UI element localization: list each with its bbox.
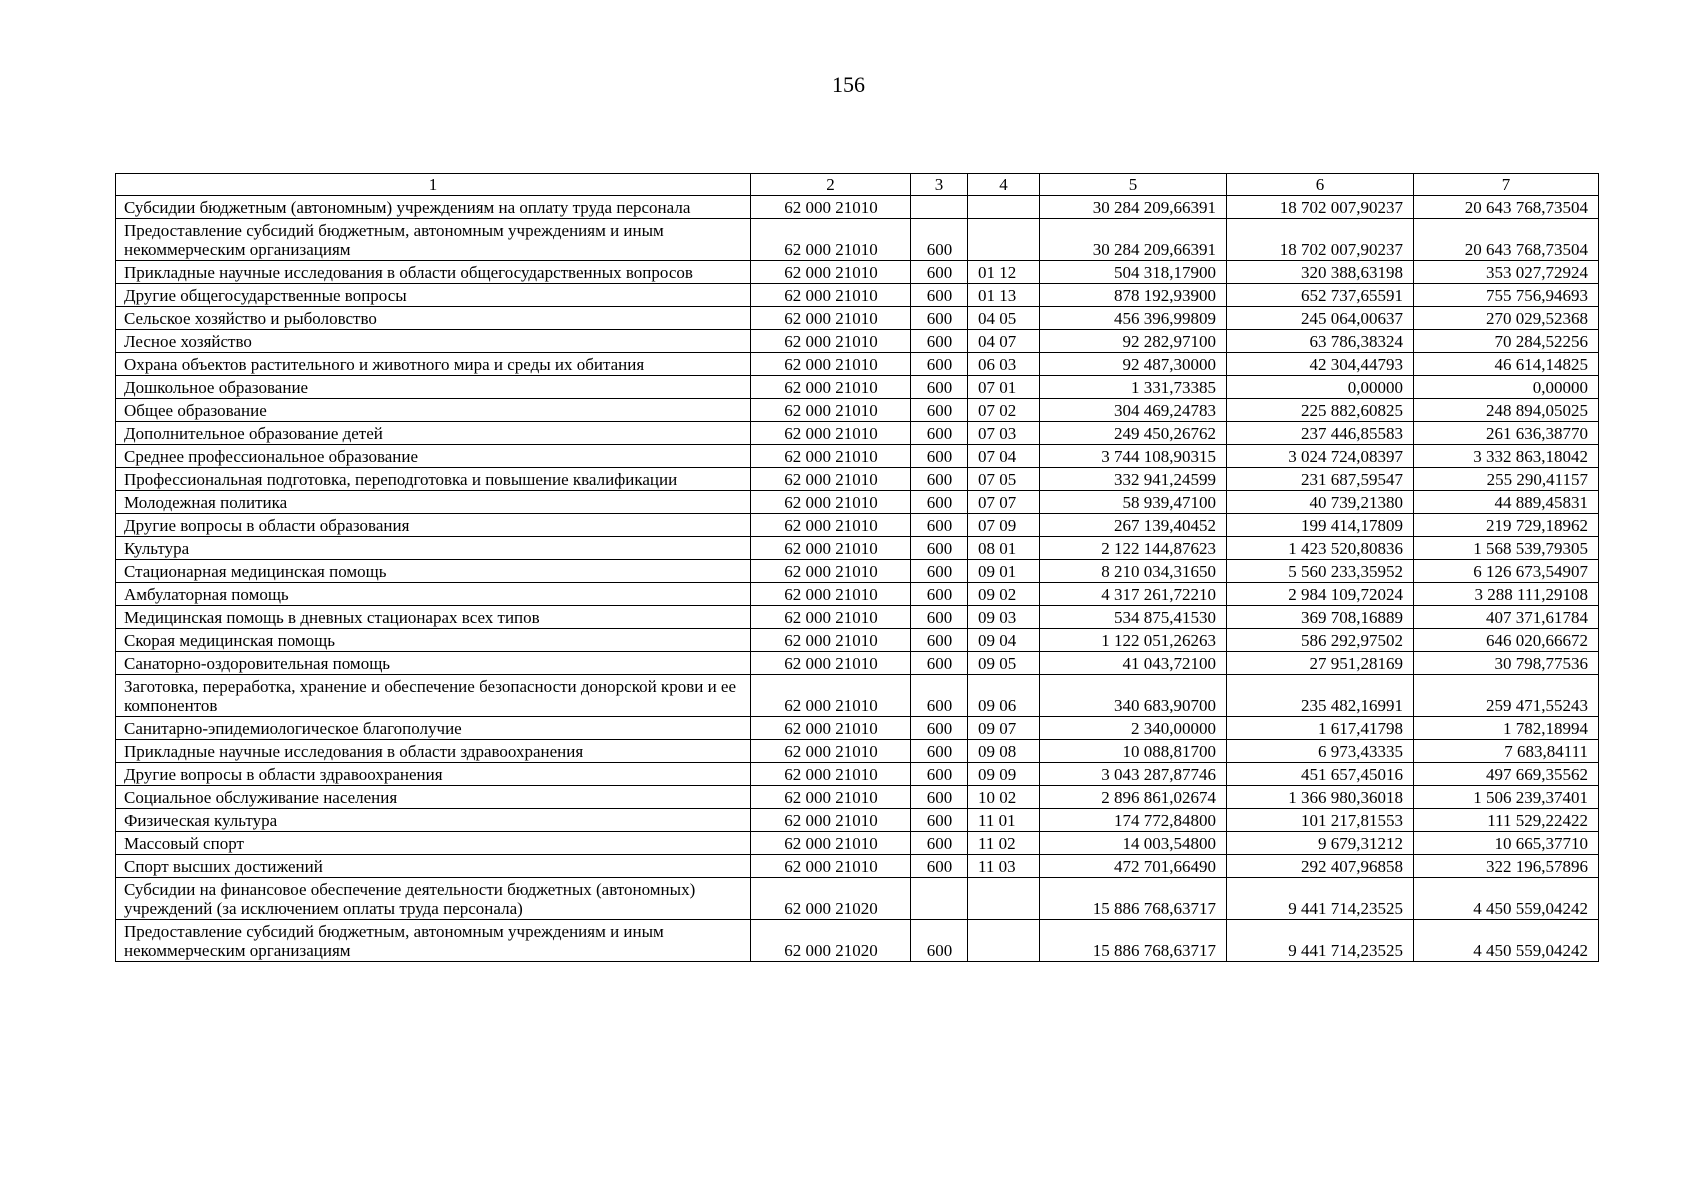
row-value-5-cell: 10 088,81700: [1040, 740, 1227, 763]
row-section-cell: 04 07: [968, 330, 1040, 353]
row-value-5-cell: 92 487,30000: [1040, 353, 1227, 376]
row-name-cell: Заготовка, переработка, хранение и обеспечение безопасности донорской крови и ее компонентов: [116, 675, 751, 717]
row-expense-type-cell: 600: [911, 855, 968, 878]
row-value-7-cell: 4 450 559,04242: [1414, 920, 1599, 962]
table-row: [116, 583, 1599, 606]
row-section-cell: 07 02: [968, 399, 1040, 422]
table-row: [116, 763, 1599, 786]
row-name-cell: Санитарно-эпидемиологическое благополучие: [116, 717, 751, 740]
row-expense-type-cell: 600: [911, 307, 968, 330]
row-name-cell: Субсидии бюджетным (автономным) учреждениям на оплату труда персонала: [116, 196, 751, 219]
row-expense-type-cell: 600: [911, 537, 968, 560]
table-row: [116, 606, 1599, 629]
row-value-5-cell: 456 396,99809: [1040, 307, 1227, 330]
row-code-cell: 62 000 21010: [751, 537, 911, 560]
row-expense-type-cell: 600: [911, 399, 968, 422]
row-section-cell: 11 02: [968, 832, 1040, 855]
column-header: 3: [911, 174, 968, 196]
row-section-cell: 09 08: [968, 740, 1040, 763]
row-value-5-cell: 30 284 209,66391: [1040, 196, 1227, 219]
row-value-7-cell: 3 288 111,29108: [1414, 583, 1599, 606]
column-header: 2: [751, 174, 911, 196]
row-section-cell: 08 01: [968, 537, 1040, 560]
row-value-6-cell: 101 217,81553: [1227, 809, 1414, 832]
row-value-5-cell: 15 886 768,63717: [1040, 878, 1227, 920]
row-expense-type-cell: 600: [911, 560, 968, 583]
row-value-7-cell: 261 636,38770: [1414, 422, 1599, 445]
row-code-cell: 62 000 21010: [751, 491, 911, 514]
row-value-7-cell: 322 196,57896: [1414, 855, 1599, 878]
table-row: [116, 560, 1599, 583]
row-code-cell: 62 000 21020: [751, 920, 911, 962]
row-section-cell: 07 09: [968, 514, 1040, 537]
row-name-cell: Амбулаторная помощь: [116, 583, 751, 606]
row-section-cell: 07 01: [968, 376, 1040, 399]
row-code-cell: 62 000 21010: [751, 809, 911, 832]
row-name-cell: Охрана объектов растительного и животного мира и среды их обитания: [116, 353, 751, 376]
row-value-7-cell: 248 894,05025: [1414, 399, 1599, 422]
row-value-7-cell: 7 683,84111: [1414, 740, 1599, 763]
row-name-cell: Общее образование: [116, 399, 751, 422]
row-name-cell: Спорт высших достижений: [116, 855, 751, 878]
row-section-cell: [968, 878, 1040, 920]
row-value-7-cell: 646 020,66672: [1414, 629, 1599, 652]
row-name-cell: Культура: [116, 537, 751, 560]
row-expense-type-cell: 600: [911, 629, 968, 652]
row-code-cell: 62 000 21020: [751, 878, 911, 920]
column-header: 1: [116, 174, 751, 196]
row-value-5-cell: 249 450,26762: [1040, 422, 1227, 445]
row-section-cell: [968, 920, 1040, 962]
row-code-cell: 62 000 21010: [751, 196, 911, 219]
table-row: [116, 537, 1599, 560]
row-value-7-cell: 1 568 539,79305: [1414, 537, 1599, 560]
row-value-6-cell: 320 388,63198: [1227, 261, 1414, 284]
row-name-cell: Другие вопросы в области образования: [116, 514, 751, 537]
table-row: [116, 284, 1599, 307]
row-value-6-cell: 9 679,31212: [1227, 832, 1414, 855]
table-row: [116, 468, 1599, 491]
row-code-cell: 62 000 21010: [751, 652, 911, 675]
row-value-7-cell: 353 027,72924: [1414, 261, 1599, 284]
table-row: [116, 445, 1599, 468]
row-value-5-cell: 2 340,00000: [1040, 717, 1227, 740]
table-row: [116, 399, 1599, 422]
column-header: 6: [1227, 174, 1414, 196]
row-expense-type-cell: 600: [911, 786, 968, 809]
row-value-7-cell: 259 471,55243: [1414, 675, 1599, 717]
row-value-5-cell: 1 331,73385: [1040, 376, 1227, 399]
row-expense-type-cell: 600: [911, 717, 968, 740]
row-code-cell: 62 000 21010: [751, 307, 911, 330]
row-name-cell: Сельское хозяйство и рыболовство: [116, 307, 751, 330]
row-expense-type-cell: 600: [911, 920, 968, 962]
row-expense-type-cell: 600: [911, 353, 968, 376]
row-value-7-cell: 44 889,45831: [1414, 491, 1599, 514]
row-value-7-cell: 20 643 768,73504: [1414, 196, 1599, 219]
table-row: [116, 809, 1599, 832]
row-section-cell: 07 03: [968, 422, 1040, 445]
row-value-7-cell: 111 529,22422: [1414, 809, 1599, 832]
row-value-6-cell: 245 064,00637: [1227, 307, 1414, 330]
row-code-cell: 62 000 21010: [751, 353, 911, 376]
row-expense-type-cell: 600: [911, 219, 968, 261]
row-value-5-cell: 30 284 209,66391: [1040, 219, 1227, 261]
row-name-cell: Субсидии на финансовое обеспечение деятельности бюджетных (автономных) учреждений (за исключением оплаты труда персонала): [116, 878, 751, 920]
column-header: 7: [1414, 174, 1599, 196]
row-section-cell: [968, 196, 1040, 219]
table-row: [116, 376, 1599, 399]
row-code-cell: 62 000 21010: [751, 330, 911, 353]
row-value-6-cell: 0,00000: [1227, 376, 1414, 399]
row-value-7-cell: 270 029,52368: [1414, 307, 1599, 330]
row-value-7-cell: 0,00000: [1414, 376, 1599, 399]
row-value-5-cell: 15 886 768,63717: [1040, 920, 1227, 962]
row-value-5-cell: 304 469,24783: [1040, 399, 1227, 422]
row-expense-type-cell: 600: [911, 763, 968, 786]
table-row: [116, 491, 1599, 514]
row-value-6-cell: 231 687,59547: [1227, 468, 1414, 491]
row-value-7-cell: 1 782,18994: [1414, 717, 1599, 740]
row-value-6-cell: 451 657,45016: [1227, 763, 1414, 786]
table-row: [116, 330, 1599, 353]
row-name-cell: Дополнительное образование детей: [116, 422, 751, 445]
row-expense-type-cell: 600: [911, 376, 968, 399]
row-name-cell: Прикладные научные исследования в области здравоохранения: [116, 740, 751, 763]
row-value-6-cell: 237 446,85583: [1227, 422, 1414, 445]
row-value-5-cell: 174 772,84800: [1040, 809, 1227, 832]
row-value-7-cell: 46 614,14825: [1414, 353, 1599, 376]
row-name-cell: Физическая культура: [116, 809, 751, 832]
table-row: [116, 740, 1599, 763]
row-value-5-cell: 1 122 051,26263: [1040, 629, 1227, 652]
row-expense-type-cell: 600: [911, 445, 968, 468]
row-name-cell: Среднее профессиональное образование: [116, 445, 751, 468]
row-expense-type-cell: 600: [911, 583, 968, 606]
row-section-cell: 11 03: [968, 855, 1040, 878]
row-section-cell: 09 04: [968, 629, 1040, 652]
row-name-cell: Социальное обслуживание населения: [116, 786, 751, 809]
table-row: [116, 353, 1599, 376]
row-expense-type-cell: 600: [911, 514, 968, 537]
table-row: [116, 219, 1599, 261]
row-name-cell: Прикладные научные исследования в области общегосударственных вопросов: [116, 261, 751, 284]
row-value-5-cell: 332 941,24599: [1040, 468, 1227, 491]
row-value-6-cell: 27 951,28169: [1227, 652, 1414, 675]
row-name-cell: Предоставление субсидий бюджетным, автономным учреждениям и иным некоммерческим организациям: [116, 920, 751, 962]
row-code-cell: 62 000 21010: [751, 763, 911, 786]
row-value-6-cell: 225 882,60825: [1227, 399, 1414, 422]
table-row: [116, 832, 1599, 855]
row-code-cell: 62 000 21010: [751, 629, 911, 652]
row-section-cell: 07 05: [968, 468, 1040, 491]
row-value-6-cell: 369 708,16889: [1227, 606, 1414, 629]
row-code-cell: 62 000 21010: [751, 717, 911, 740]
row-section-cell: 04 05: [968, 307, 1040, 330]
row-value-5-cell: 4 317 261,72210: [1040, 583, 1227, 606]
row-value-5-cell: 878 192,93900: [1040, 284, 1227, 307]
row-value-6-cell: 9 441 714,23525: [1227, 920, 1414, 962]
row-name-cell: Молодежная политика: [116, 491, 751, 514]
row-value-5-cell: 2 122 144,87623: [1040, 537, 1227, 560]
row-expense-type-cell: 600: [911, 330, 968, 353]
row-expense-type-cell: [911, 196, 968, 219]
table-row: [116, 196, 1599, 219]
row-code-cell: 62 000 21010: [751, 284, 911, 307]
row-value-6-cell: 1 366 980,36018: [1227, 786, 1414, 809]
row-value-5-cell: 8 210 034,31650: [1040, 560, 1227, 583]
row-code-cell: 62 000 21010: [751, 261, 911, 284]
row-value-5-cell: 340 683,90700: [1040, 675, 1227, 717]
table-row: [116, 855, 1599, 878]
row-value-6-cell: 235 482,16991: [1227, 675, 1414, 717]
row-section-cell: 09 05: [968, 652, 1040, 675]
table-row: [116, 422, 1599, 445]
table-row: [116, 652, 1599, 675]
row-code-cell: 62 000 21010: [751, 376, 911, 399]
row-value-5-cell: 472 701,66490: [1040, 855, 1227, 878]
row-value-6-cell: 63 786,38324: [1227, 330, 1414, 353]
row-code-cell: 62 000 21010: [751, 514, 911, 537]
table-row: [116, 878, 1599, 920]
row-value-7-cell: 497 669,35562: [1414, 763, 1599, 786]
row-name-cell: Медицинская помощь в дневных стационарах всех типов: [116, 606, 751, 629]
row-value-6-cell: 1 423 520,80836: [1227, 537, 1414, 560]
row-value-5-cell: 58 939,47100: [1040, 491, 1227, 514]
row-name-cell: Скорая медицинская помощь: [116, 629, 751, 652]
row-value-7-cell: 70 284,52256: [1414, 330, 1599, 353]
row-value-7-cell: 1 506 239,37401: [1414, 786, 1599, 809]
row-value-5-cell: 3 043 287,87746: [1040, 763, 1227, 786]
row-value-5-cell: 267 139,40452: [1040, 514, 1227, 537]
table-header-row: [116, 174, 1599, 196]
row-code-cell: 62 000 21010: [751, 832, 911, 855]
row-section-cell: 09 06: [968, 675, 1040, 717]
row-code-cell: 62 000 21010: [751, 606, 911, 629]
row-name-cell: Лесное хозяйство: [116, 330, 751, 353]
row-code-cell: 62 000 21010: [751, 445, 911, 468]
row-value-5-cell: 41 043,72100: [1040, 652, 1227, 675]
page-number: 156: [832, 72, 865, 97]
row-code-cell: 62 000 21010: [751, 855, 911, 878]
row-expense-type-cell: 600: [911, 468, 968, 491]
row-code-cell: 62 000 21010: [751, 468, 911, 491]
row-expense-type-cell: [911, 878, 968, 920]
row-expense-type-cell: 600: [911, 284, 968, 307]
row-section-cell: [968, 219, 1040, 261]
row-code-cell: 62 000 21010: [751, 219, 911, 261]
row-value-7-cell: 10 665,37710: [1414, 832, 1599, 855]
row-value-6-cell: 40 739,21380: [1227, 491, 1414, 514]
row-value-6-cell: 199 414,17809: [1227, 514, 1414, 537]
table-row: [116, 629, 1599, 652]
column-header: 5: [1040, 174, 1227, 196]
row-value-5-cell: 92 282,97100: [1040, 330, 1227, 353]
row-value-7-cell: 3 332 863,18042: [1414, 445, 1599, 468]
row-expense-type-cell: 600: [911, 652, 968, 675]
row-value-6-cell: 9 441 714,23525: [1227, 878, 1414, 920]
row-expense-type-cell: 600: [911, 832, 968, 855]
row-value-7-cell: 219 729,18962: [1414, 514, 1599, 537]
row-code-cell: 62 000 21010: [751, 560, 911, 583]
row-name-cell: Стационарная медицинская помощь: [116, 560, 751, 583]
budget-table: [115, 173, 1599, 962]
table-row: [116, 717, 1599, 740]
row-code-cell: 62 000 21010: [751, 740, 911, 763]
row-section-cell: 07 07: [968, 491, 1040, 514]
row-code-cell: 62 000 21010: [751, 786, 911, 809]
row-section-cell: 09 09: [968, 763, 1040, 786]
table-row: [116, 261, 1599, 284]
row-expense-type-cell: 600: [911, 675, 968, 717]
row-section-cell: 09 07: [968, 717, 1040, 740]
row-expense-type-cell: 600: [911, 740, 968, 763]
row-code-cell: 62 000 21010: [751, 675, 911, 717]
row-value-6-cell: 6 973,43335: [1227, 740, 1414, 763]
row-value-7-cell: 20 643 768,73504: [1414, 219, 1599, 261]
row-section-cell: 09 03: [968, 606, 1040, 629]
row-section-cell: 07 04: [968, 445, 1040, 468]
row-name-cell: Другие общегосударственные вопросы: [116, 284, 751, 307]
row-code-cell: 62 000 21010: [751, 399, 911, 422]
row-value-5-cell: 14 003,54800: [1040, 832, 1227, 855]
row-value-6-cell: 18 702 007,90237: [1227, 219, 1414, 261]
row-section-cell: 09 01: [968, 560, 1040, 583]
row-value-5-cell: 534 875,41530: [1040, 606, 1227, 629]
row-name-cell: Массовый спорт: [116, 832, 751, 855]
table-row: [116, 307, 1599, 330]
row-value-7-cell: 6 126 673,54907: [1414, 560, 1599, 583]
table-row: [116, 514, 1599, 537]
row-expense-type-cell: 600: [911, 422, 968, 445]
row-value-6-cell: 652 737,65591: [1227, 284, 1414, 307]
table-row: [116, 920, 1599, 962]
row-value-5-cell: 2 896 861,02674: [1040, 786, 1227, 809]
row-section-cell: 01 13: [968, 284, 1040, 307]
row-value-5-cell: 504 318,17900: [1040, 261, 1227, 284]
column-header: 4: [968, 174, 1040, 196]
row-value-5-cell: 3 744 108,90315: [1040, 445, 1227, 468]
row-name-cell: Предоставление субсидий бюджетным, автономным учреждениям и иным некоммерческим организациям: [116, 219, 751, 261]
row-value-7-cell: 30 798,77536: [1414, 652, 1599, 675]
row-value-7-cell: 407 371,61784: [1414, 606, 1599, 629]
table-row: [116, 675, 1599, 717]
row-expense-type-cell: 600: [911, 261, 968, 284]
row-value-6-cell: 5 560 233,35952: [1227, 560, 1414, 583]
row-section-cell: 06 03: [968, 353, 1040, 376]
row-value-6-cell: 3 024 724,08397: [1227, 445, 1414, 468]
row-section-cell: 10 02: [968, 786, 1040, 809]
row-name-cell: Другие вопросы в области здравоохранения: [116, 763, 751, 786]
row-section-cell: 11 01: [968, 809, 1040, 832]
row-value-6-cell: 1 617,41798: [1227, 717, 1414, 740]
row-code-cell: 62 000 21010: [751, 422, 911, 445]
row-name-cell: Дошкольное образование: [116, 376, 751, 399]
row-expense-type-cell: 600: [911, 809, 968, 832]
row-section-cell: 01 12: [968, 261, 1040, 284]
row-name-cell: Санаторно-оздоровительная помощь: [116, 652, 751, 675]
row-value-6-cell: 2 984 109,72024: [1227, 583, 1414, 606]
row-value-6-cell: 42 304,44793: [1227, 353, 1414, 376]
row-value-6-cell: 586 292,97502: [1227, 629, 1414, 652]
row-value-6-cell: 18 702 007,90237: [1227, 196, 1414, 219]
table-row: [116, 786, 1599, 809]
row-code-cell: 62 000 21010: [751, 583, 911, 606]
row-expense-type-cell: 600: [911, 491, 968, 514]
row-name-cell: Профессиональная подготовка, переподготовка и повышение квалификации: [116, 468, 751, 491]
row-value-7-cell: 755 756,94693: [1414, 284, 1599, 307]
row-value-7-cell: 255 290,41157: [1414, 468, 1599, 491]
row-value-6-cell: 292 407,96858: [1227, 855, 1414, 878]
row-section-cell: 09 02: [968, 583, 1040, 606]
row-expense-type-cell: 600: [911, 606, 968, 629]
row-value-7-cell: 4 450 559,04242: [1414, 878, 1599, 920]
